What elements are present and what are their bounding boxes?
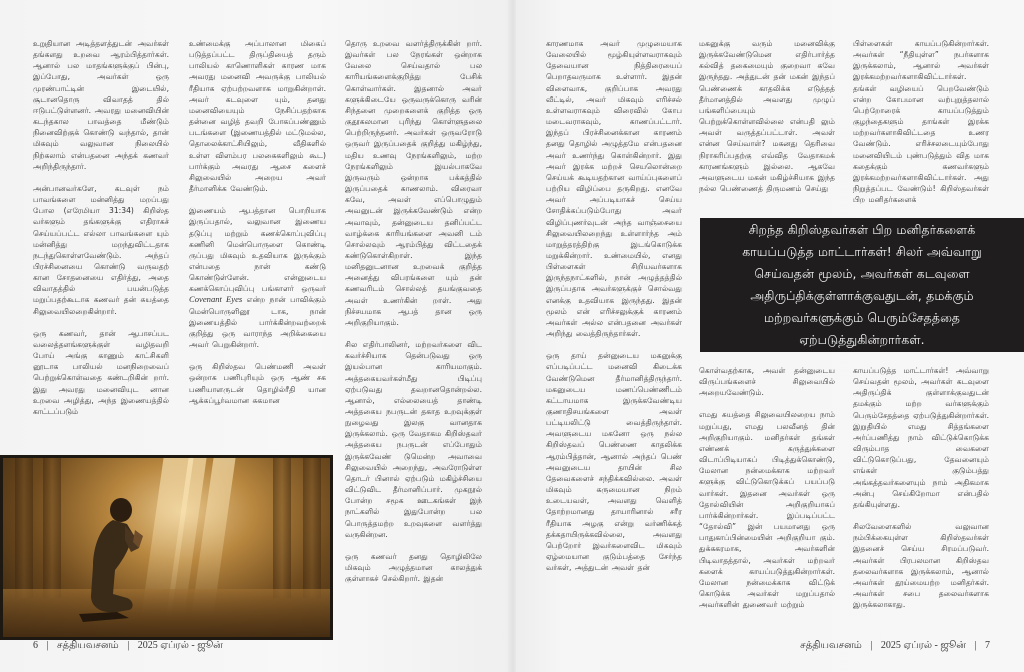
footer-separator: | [974,640,977,651]
left-column-3 [345,38,482,584]
footer-separator: | [127,640,130,651]
footer-separator: | [46,640,49,651]
magazine-name: சத்தியவசனம் [800,640,862,651]
paragraph-with-italic [189,205,326,350]
left-column-1 [33,38,169,417]
paragraph: உண்மைக்கு அப்பாலான மிகைப் படுத்தப்பட்ட திருப்தியைத் தரும் பாலியல் காணொளிகள் காரண மாக அவரது மனைவி அவருக்கு பாலியல் ரீதியாக ஏற்பற்றவளாக மாறுகின்றாள். அவர் கடவுளை யும், தனது மனைவியையும் நேசிப்பதற்காக தன்னை வழித் தவறி போகப்பண்ணும் படங்களை (இணையத்தில் மட்டுமல்ல, தொலைக்காட்சியிலும், வீதிகளில் உள்ள விளம்பர பலகைகளிலும் கூட) பார்க்கும் அவரது ஆசை களைச் சிலுவையில் அறைய அவர் தீர்மானிக்க வேண்டும். [189,39,326,194]
pillar [273,458,291,598]
right-column-3-bottom [853,365,989,610]
paragraph: கொள்வதற்காக, அவள் தன்னுடைய விருப்பங்களைச் சிலுவையில் அறையவேண்டும். [699,366,835,398]
pillar [43,458,61,598]
right-column-2-bottom [699,365,835,610]
pull-quote [700,218,1024,352]
issue-date: 2025 ஏப்ரல் - ஜூன் [137,640,223,651]
left-column-2 [189,38,326,406]
footer-separator: | [870,640,873,651]
right-column-3-top [853,38,989,205]
paragraph-text: என்ற நான் பாவிக்கும் மென்பொருளினூ டாக, நான் இணையத்தில் பார்க்கின்றவற்றைக் குறித்து ஒரு வாராந்த அறிக்கையை அவர் பெறுகின்றார். [189,295,326,350]
paragraph-text: இணையம் ஆபத்தான பொறியாக இருப்பதால், வலுவான இணைய தடுப்பு மற்றும் கணக்கொப்புவிப்பு கணினி மென்பொருளை கொண்டி ருப்பது மிகவும் உதவியாக இருக்கும் என்பதை நான் கண்டு கொண்டுள்ளேன். என்னுடைய கணக்கொப்புவிப்பு பங்காளர் ஒருவர் [189,206,326,294]
pull-quote-text: சிறந்த கிறிஸ்தவர்கள் பிற மனிதர்களைக் காயப்படுத்த மாட்டார்கள்! சிலர் அவ்வாறு செய்வதன் மூலம், அவர்கள் கடவுளை அதிருப்திக்குள்ளாக்குவதுடன், தமக்கும் மற்றவர்களுக்கும் பெரும்சேதத்தை ஏற்படுத்துகின்றார்கள். [742,223,982,347]
paragraph: சில எதிர்பாலினர், மற்றவர்களை விட கவர்ச்சியாக தென்படுவது ஒரு இயல்பான காரியமாகும். அத்தகையவர்கள்மீது பிடிப்பு ஏற்படுவது தவறானதொன்றல்ல. ஆனால், எல்லையைத் தாண்டி அத்தகைய நபருடன் தகாத உறவுக்குள் நுழைவது இலகு வானதாக இருக்கலாம். ஒரு வேதாகம கிறிஸ்தவர் அத்தகைய நபருடன் எப்போதும் இருக்கவேண் டுமென்ற அவாவை சிலுவையில் அறைந்து, அவரோடுள்ள தொடர் பினால் ஏற்படும் மகிழ்ச்சியை விட்டுவிட தீர்மானிப்பார். முகநூல் போன்ற சமூக ஊடகங்கள் இந் நாட்களில் இதுபோன்ற பல பொருத்தமற்ற உறவுகளை வளர்த்து வருகின்றன. [345,340,482,539]
paragraph: ஒரு தாய் தன்னுடைய மகனுக்கு எப்படிப்பட்ட மனைவி கிடைக்க வேண்டுமென தீர்மானித்திருந்தார். மகனுடைய மணப்பெண்ணிடம் கட்டாயமாக இருக்கவேண்டிய குணாதிசயங்களை அவள் பட்டியலிட்டு வைத்திருந்தாள். அவளுடைய மகனோ ஒரு நல்ல கிறிஸ்தவப் பெண்ணை காதலிக்க ஆரம்பித்தான், ஆனால் அந்தப் பெண் அவனுடைய தாயின் சில தேவைகளைச் சந்திக்கவில்லை. அவள் மிகவும் கருமையான நிறம் உடையவள், அவளது வெளித் தோற்றமானது தாயாரினால் சரீர ரீதியாக அழகு என்று வர்ணிக்கத் தக்கதாயிருக்கவில்லை, அவளது பெற்றோர் இவர்களைவிட மிகவும் ஏழ்மையான குடும்பத்தை சேர்ந்த வர்கள், அத்துடன் அவள் தன் [546,351,682,573]
prayer-photo [0,455,333,640]
page-number: 7 [985,640,990,651]
page-number: 6 [33,640,38,651]
paragraph: உறுதியான அடித்தளத்துடன் அவர்கள் தங்களது உறவை ஆரம்பித்தார்கள். ஆனால் பல மாதங்களுக்குப் பின்பு, இப்போது, அவர்கள் ஒரு முரண்பாட்டின் இடையில், சூடானதொரு விவாதத் தில் ஈடுபட்டுள்ளனர். அவரது மனைவியின் கடந்தகால பாவத்தை மீண்டும் நினைவிற்குக் கொண்டு வந்தால், தான் மிகவும் வலுவான நிலையில் நிற்கலாம் என்பதனை அந்தக் கணவர் அறிந்திருந்தார். [33,39,169,171]
paragraph: சிலவேளைகளில் வலுவான நம்பிக்கையுள்ள கிறிஸ்தவர்கள் இதனைச் செய்ய சிரமப்படுவர். அவர்கள் பிரபலமான கிறிஸ்தவ தலைவர்களாக இருக்கலாம், ஆனால் அவர்கள் தூய்மையற்ற மனிதர்கள். அவர்கள் சபை தலைவர்களாக இருக்கலாகாது. [853,522,989,610]
paragraph: காரணமாக அவர் முழுமையாக வேலையில் மூழ்கியுள்ளவராகவும் தேவையான நித்திரையைப் பெறாதவருமாக உள்ளார். இதன் விளைவாக, குறிப்பாக அவரது வீட்டில், அவர் மிகவும் எரிச்சல் உள்ளவராகவும் விரைவில் கோப மடைவராகவும், காணப்பட்டார். இந்தப் பிரச்சினைக்கான காரணம் தனது தொழில் அழுத்தமே என்பதனை அவர் உணர்ந்து கொள்கின்றார். இது அவர் இரக்க மற்றச் செயலொன்றை செய்யக் கூடியதற்கான வாய்ப்புகளைப் பற்றிய விழிப்பை தருகிறது. எனவே அவர் அப்படியாகச் செய்ய சோதிக்கப்படும்போது அவர் விழிப்புணர்வுடன் அந்த வாஞ்சையை சிலுவையிலறைந்து உள்ளார்ந்த அம் மாறுத்தரத்திற்கு இடங்கொடுக்க மறுக்கின்றார். உண்மையில், எனது பிள்ளைகள் சிறியவர்களாக இருந்தநாட்களில், நான் அழுத்தத்தில் இருப்பதாக அவர்களுக்குச் சொல்வது எனக்கு உதவியாக இருந்தது. இதன் மூலம் என் எரிச்சலுக்குக் காரணம் அவர்கள் அல்ல என்பதனை அவர்கள் அறிந்து வைத்திருந்தார்கள். [546,39,682,339]
pillar [15,458,33,598]
paragraph: ஒரு கணவர், தான் ஆபாசப்பட வலைத்தளங்களுக்குள் வழிதவறி போய் அங்கு காணும் காட்சிகளி னூடாக பாலியல் மனநிறைவைப் பெற்றுக்கொள்வதை கண்டறிகின் றார். இது அவரது மனைவியுட னான உறவை அழித்து, அந்த இணையத்தில் காட்டப்படும் [33,328,169,416]
paragraph: அன்பானவர்களே, கடவுள் நம் பாவங்களை மன்னித்து மறப்பது போல (எரேமியா 31:34) கிறிஸ்த வர்களும் தங்களுக்கு எதிராகச் செய்யப்பட்ட எல்லா பாவங்களை யும் மன்னித்து மறந்துவிட்டதாக நடந்துகொள்ளவேண்டும். அந்தப் பிரச்சினையை கொண்டு வருவதற் கான சோதனையை எதிர்த்து, அதை விவாதத்தில் பயன்படுத்த மறுப்பதற்கூடாக கணவர் தன் சுயத்தை சிலுவையிலறைகின்றார். [33,183,169,316]
left-page-footer [33,640,223,652]
right-column-2-top [699,38,835,194]
right-page-footer [800,640,990,652]
paragraph: பிள்ளைகள் காயப்படுகின்றார்கள். அவர்கள் “நீதியுள்ள” நபர்களாக இருக்கலாம், ஆனால் அவர்கள் இரக்கமற்றவர்களாகிவிட்டார்கள். தங்கள் வழியைப் பெறவேண்டும் என்ற கோபமான வற்புறுத்தலால் பெற்றோரைக் காயப்படுத்தும் குழந்தைகளும் தாங்கள் இரக்க மற்றவர்களாகிவிட்டதை உணர வேண்டும். எரிச்சலடையும்போது மனைவியிடம் புண்படுத்தும் வித மாக கதைக்கும் கணவர்களும் இரக்கமற்றவர்களாகிவிட்டார்கள். அது நிறுத்தப்பட வேண்டும்! கிறிஸ்தவர்கள் பிற மனிதர்களைக் [853,39,989,205]
right-column-1 [546,38,682,573]
photo-scene [3,458,330,637]
floor [3,589,330,637]
pillar [303,458,321,598]
paragraph: காயப்படுத்த மாட்டார்கள்! அவ்வாறு செய்வதன் மூலம், அவர்கள் கடவுளை அதிருப்திக் குள்ளாக்குவதுடன் தமக்கும் மற்ற வர்களுக்கும் பெரும்சேதத்தை ஏற்படுத்துகின்றார்கள். இறுதியில் எமது சித்தங்களை அர்ப்பணித்து நாம் விட்டுக்கொடுக்க விரும்பாத வைகளை விட்டுகொடுப்பது, தேவனையும் எங்கள் குடும்பத்து அங்கத்தவர்களையும் நாம் அதிகமாக அன்பு செய்கிறோமா என்பதில் தங்கியுள்ளது. [853,366,989,509]
spread-gutter [508,0,516,672]
paragraph: தொரு உறவை வளர்த்திருக்கின் றார். இவர்கள் பல நேரங்கள் ஒன்றாக வேலை செய்வதால் பல காரியங்களைக்குறித்து பேசிக் கொள்வார்கள். இதனால் அவர் களுக்கிடையே ஒருவருக்கொரு வரின் சிந்தனை முறைகளைக் குறித்த ஒரு குதூகலமான புரிந்து கொள்ளுதலை பெற்றிருந்தனர். அவர்கள் ஒருவரோடு ஒருவர் இருப்பதைக் குறித்து மகிழ்ந்து, மதிய உணவு நேரங்களிலும், மற்ற நேரங்களிலும் இயல்பாகவே இருவரும் ஒன்றாக பக்கத்தில் இருப்பதைக் காணலாம். விரைவா கவே, அவள் எப்பொழுதும் அவனுடன் இருக்கவேண்டும் என்ற அவாவும், தன்னுடைய தனிப்பட்ட வாழ்க்கை காரியங்களை அவனி டம் சொல்லவும் ஆரம்பித்து விட்டதைக் கண்டுகொள்கிறாள். இந்த மனிதனுடனான உறவைக் குறித்த அனைத்து விபரங்களை யும் தன் கணவரிடம் சொல்லத் தயங்குவதை அவள் உணர்கின் றாள். அது நிச்சயமாக ஆபத் தான ஒரு அறிகுறியாகும். [345,39,482,327]
software-name: Covenant Eyes [189,294,243,305]
issue-date: 2025 ஏப்ரல் - ஜூன் [880,640,966,651]
magazine-name: சத்தியவசனம் [57,640,119,651]
paragraph: ஒரு கணவர் தனது தொழிலிலே மிகவும் அழுத்தமான காலத்துக் குள்ளாகச் செல்கிறார். இதன் [345,551,482,584]
paragraph: எமது சுயத்தை சிலுவையிலறைய நாம் மறுப்பது, எமது பலவீனத் தின் அறிகுறியாகும். மனிதர்கள் தங்கள் எண்ணக் கருத்துக்களை விடாப்பிடியாகப் பிடித்துக்கொண்டு, மேலான நன்மைக்காக மற்றவர் களுக்கு விட்டுகொடுக்கப் பயப்படு வார்கள். இதனை அவர்கள் ஒரு தோல்வியின் அறிகுறியாகப் பார்க்கின்றார்கள். இப்படிப்பட்ட “தோல்வி” இன் பயமானது ஒரு பாதுகாப்பின்மையின் அறிகுறியா கும். துக்ககரமாக, அவர்களின் பிடிவாதத்தால், அவர்கள் மற்றவர் களைக் காயப்படுத்துகின்றார்கள். மேலான நன்மைக்காக விட்டுக் கொடுக்க அவர்கள் மறுப்பதால் அவர்களின் துணைவர் மற்றும் [699,410,835,610]
paragraph: ஒரு கிறிஸ்தவ பெண்மணி அவள் ஒன்றாக பணிபுரியும் ஒரு ஆண் சக பணியாளருடன் தொழில்ரீதி யான ஆக்கப்பூர்வமான சுகமான [189,362,326,405]
kneeling-man-icon [73,496,153,626]
paragraph: மகனுக்கு வரும் மனைவிக்கு இருக்கவேண்டுமென எதிர்பார்த்த கல்வித் தகைமையும் குறைவா கவே இருந்தது. அத்துடன் தன் மகன் இந்தப் பெண்ணைக் காதலிக்க எடுத்தத் தீர்மானத்தில் அவளது முழுப் பங்களிப்பையும் பெற்றுக்கொள்ளவில்லை என்பதி லும் அவள் வருத்தப்பட்டாள். அவள் என்ன செய்வாள்? மகனது தெரிவை நிராகரிப்பதற்கு எவ்வித வேதாகமக் காரணங்களும் இல்லை. ஆகவே அவளுடைய மகன் மகிழ்ச்சியாக இந்த நல்ல பெண்ணைத் திருமணம் செய்து [699,39,835,194]
